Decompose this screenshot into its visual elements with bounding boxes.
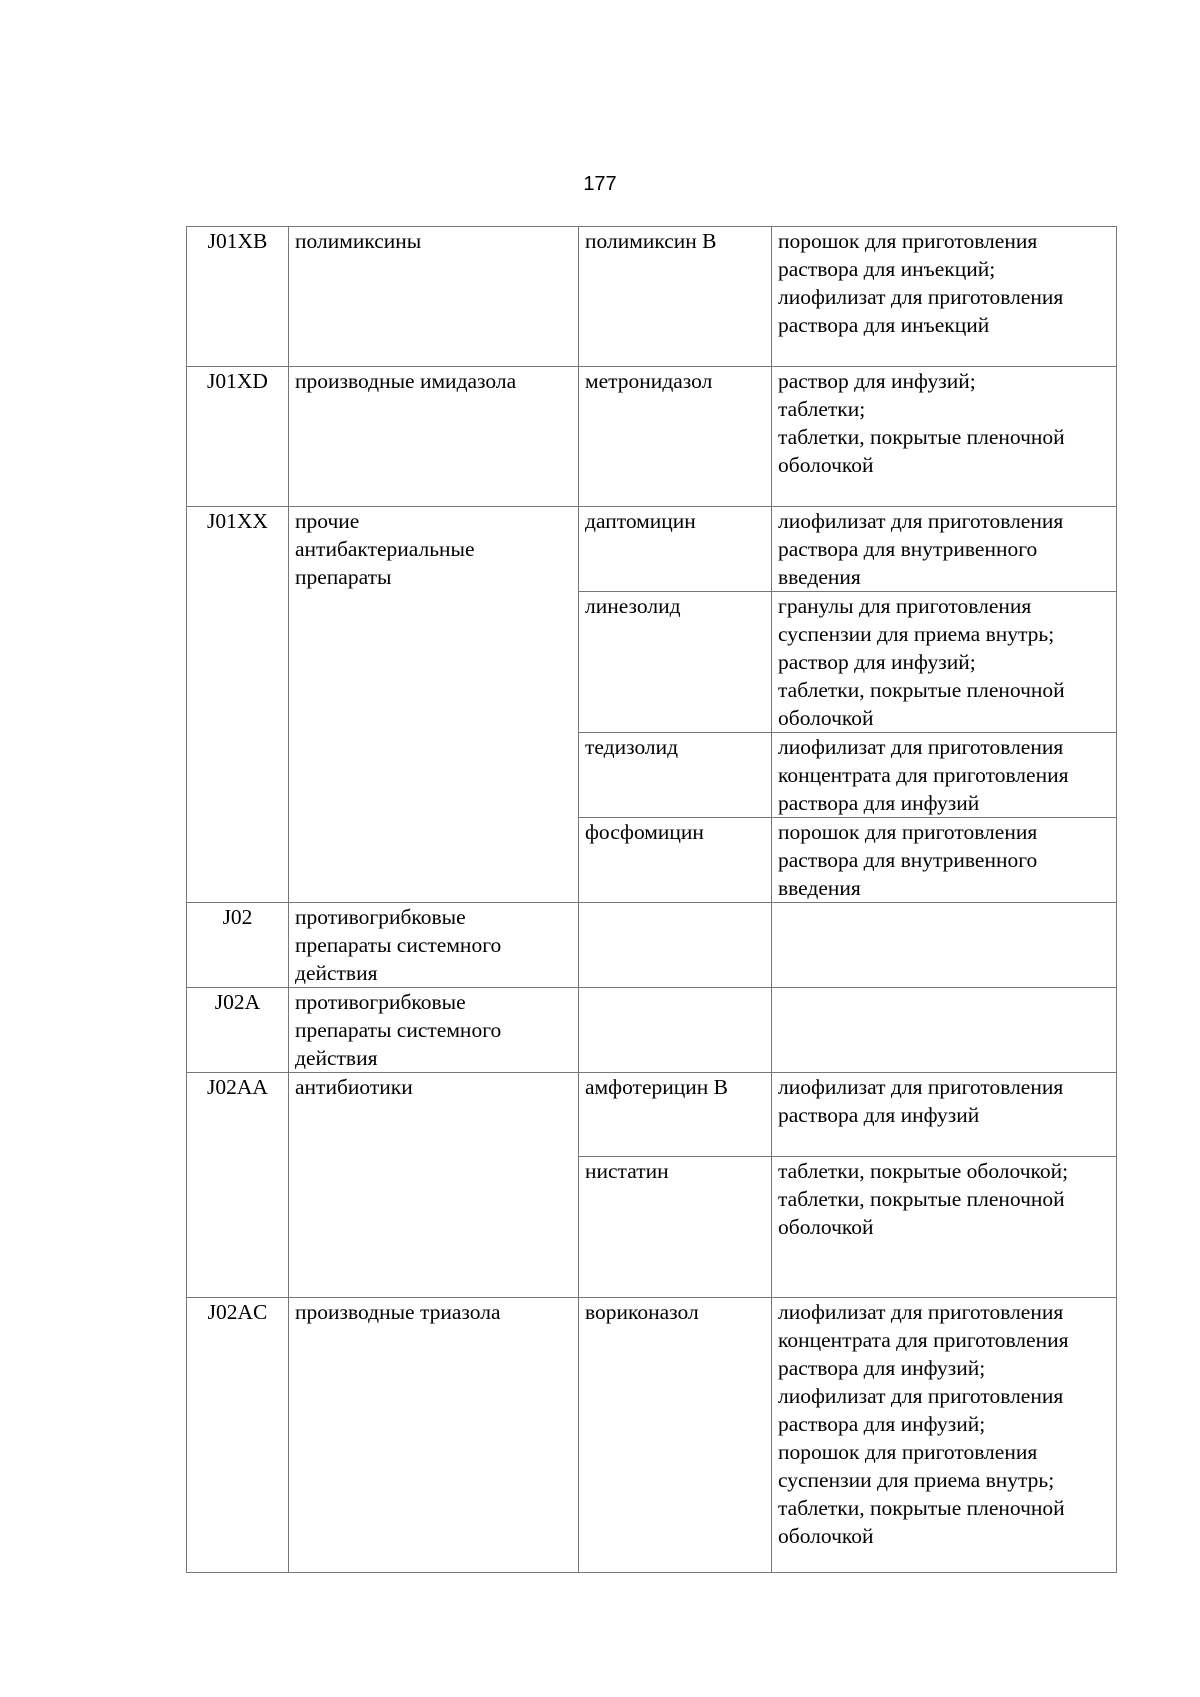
group-name: антибиотики xyxy=(295,1075,413,1099)
table-row xyxy=(187,903,1117,988)
forms-cell xyxy=(772,988,1117,1073)
dosage-forms: лиофилизат для приготовления раствора для инфузий xyxy=(778,1075,1064,1127)
drug-name: вориконазол xyxy=(585,1300,699,1324)
dosage-forms: порошок для приготовления раствора для внутривенного введения xyxy=(778,820,1038,900)
drug-name: амфотерицин B xyxy=(585,1075,728,1099)
table-row xyxy=(187,507,1117,592)
group-cell xyxy=(289,1298,579,1573)
atc-code: J02AC xyxy=(207,1300,268,1324)
drug-cell xyxy=(579,507,772,592)
atc-code-cell xyxy=(187,367,289,507)
group-cell xyxy=(289,367,579,507)
forms-cell xyxy=(772,367,1117,507)
table-row xyxy=(187,988,1117,1073)
group-name: производные триазола xyxy=(295,1300,501,1324)
forms-cell xyxy=(772,733,1117,818)
dosage-forms: лиофилизат для приготовления концентрата для приготовления раствора для инфузий xyxy=(778,735,1069,815)
dosage-forms: раствор для инфузий; таблетки; таблетки, покрытые пленочной оболочкой xyxy=(778,369,1065,477)
group-name: противогрибковые препараты системного действия xyxy=(295,990,502,1070)
group-name: прочие антибактериальные препараты xyxy=(295,509,475,589)
forms-cell xyxy=(772,227,1117,367)
drug-name: нистатин xyxy=(585,1159,669,1183)
atc-code-cell xyxy=(187,903,289,988)
group-name: противогрибковые препараты системного действия xyxy=(295,905,502,985)
drug-cell xyxy=(579,733,772,818)
atc-code-cell xyxy=(187,1298,289,1573)
forms-cell xyxy=(772,507,1117,592)
forms-cell xyxy=(772,903,1117,988)
atc-code-cell xyxy=(187,988,289,1073)
drug-cell xyxy=(579,367,772,507)
group-cell xyxy=(289,903,579,988)
forms-cell xyxy=(772,1073,1117,1157)
drug-name: тедизолид xyxy=(585,735,679,759)
atc-code: J01XD xyxy=(207,369,268,393)
dosage-forms: гранулы для приготовления суспензии для приема внутрь; раствор для инфузий; таблетки, покрытые пленочной оболочкой xyxy=(778,594,1065,730)
atc-code: J02 xyxy=(222,905,253,929)
atc-code: J02AA xyxy=(207,1075,268,1099)
atc-code-cell xyxy=(187,227,289,367)
atc-code-cell xyxy=(187,507,289,903)
dosage-forms: порошок для приготовления раствора для инъекций; лиофилизат для приготовления раствора для инъекций xyxy=(778,229,1064,337)
drug-table xyxy=(186,226,1117,1573)
drug-cell xyxy=(579,1298,772,1573)
forms-cell xyxy=(772,818,1117,903)
drug-name: метронидазол xyxy=(585,369,713,393)
drug-cell xyxy=(579,903,772,988)
forms-cell xyxy=(772,1298,1117,1573)
drug-cell xyxy=(579,1073,772,1157)
group-cell xyxy=(289,507,579,903)
forms-cell xyxy=(772,1157,1117,1298)
forms-cell xyxy=(772,592,1117,733)
drug-cell xyxy=(579,1157,772,1298)
page-number: 177 xyxy=(583,173,617,195)
drug-cell xyxy=(579,227,772,367)
drug-cell xyxy=(579,818,772,903)
table-row xyxy=(187,367,1117,507)
dosage-forms: таблетки, покрытые оболочкой; таблетки, покрытые пленочной оболочкой xyxy=(778,1159,1069,1239)
drug-name: даптомицин xyxy=(585,509,696,533)
table-row xyxy=(187,1073,1117,1157)
dosage-forms: лиофилизат для приготовления раствора для внутривенного введения xyxy=(778,509,1064,589)
group-name: производные имидазола xyxy=(295,369,517,393)
atc-code: J02A xyxy=(214,990,261,1014)
drug-name: линезолид xyxy=(585,594,681,618)
group-cell xyxy=(289,1073,579,1298)
table-row xyxy=(187,227,1117,367)
atc-code: J01XB xyxy=(207,229,268,253)
drug-name: полимиксин B xyxy=(585,229,717,253)
group-cell xyxy=(289,988,579,1073)
drug-cell xyxy=(579,988,772,1073)
drug-cell xyxy=(579,592,772,733)
group-name: полимиксины xyxy=(295,229,422,253)
table-row xyxy=(187,1298,1117,1573)
dosage-forms: лиофилизат для приготовления концентрата для приготовления раствора для инфузий; лиофилизат для приготовления раствора для инфузий; порошок для приготовления суспензии для приема внутрь; таблетки, покрытые пленочной оболочкой xyxy=(778,1300,1069,1548)
drug-name: фосфомицин xyxy=(585,820,704,844)
group-cell xyxy=(289,227,579,367)
atc-code: J01XX xyxy=(207,509,268,533)
atc-code-cell xyxy=(187,1073,289,1298)
